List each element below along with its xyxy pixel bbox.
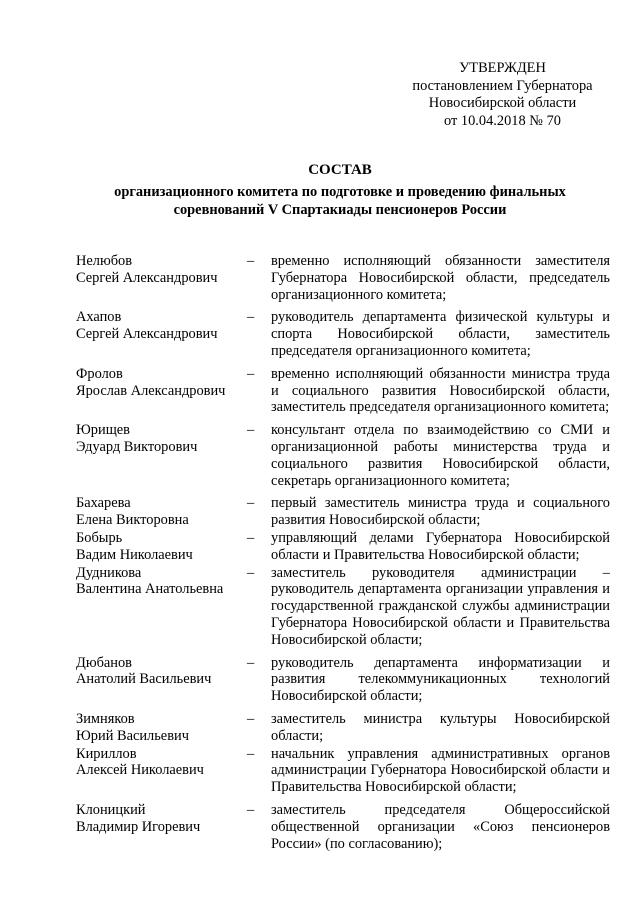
dash-separator: – xyxy=(247,529,255,546)
member-given-name: Сергей Александрович xyxy=(76,326,218,343)
member-name xyxy=(76,495,246,529)
member-role: начальник управления административных органов администрации Губернатора Новосибирской области и Правительства Новосибирской области; xyxy=(271,745,610,796)
member-role: заместитель руководителя администрации – руководитель департамента организации управления и государственной гражданской службы администрации Губернатора Новосибирской области и Правительства Новосибирской области; xyxy=(271,564,610,648)
list-item xyxy=(76,530,610,564)
list-item xyxy=(76,565,610,649)
member-surname: Нелюбов xyxy=(76,253,133,269)
list-item xyxy=(76,655,610,705)
member-role: заместитель министра культуры Новосибирской области; xyxy=(271,710,610,744)
member-name xyxy=(76,655,246,705)
dash-separator: – xyxy=(247,564,255,581)
list-item xyxy=(76,711,610,745)
member-given-name: Алексей Николаевич xyxy=(76,762,204,779)
dash-separator: – xyxy=(247,422,255,439)
list-item xyxy=(76,746,610,796)
member-surname: Ахапов xyxy=(76,309,122,326)
dash-separator: – xyxy=(247,745,255,762)
member-given-name: Эдуард Викторович xyxy=(76,438,198,455)
title-line-1: организационного комитета по подготовке и проведению финальных xyxy=(114,184,566,200)
member-surname: Фролов xyxy=(76,365,123,382)
member-surname: Зимняков xyxy=(76,710,135,727)
member-role: первый заместитель министра труда и социального развития Новосибирской области; xyxy=(271,495,610,529)
dash-separator: – xyxy=(247,710,255,727)
list-item xyxy=(76,253,610,303)
member-given-name: Валентина Анатольевна xyxy=(76,581,224,598)
title-heading: СОСТАВ xyxy=(308,162,372,178)
member-name xyxy=(76,366,246,416)
member-role: руководитель департамента информатизации и развития телекоммуникационных технологий Новосибирской области; xyxy=(271,654,610,705)
approval-stamp xyxy=(405,60,600,130)
member-role: временно исполняющий обязанности министра труда и социального развития Новосибирской области, заместитель председателя организационного комитета; xyxy=(271,365,610,416)
approved-date-line: от 10.04.2018 № 70 xyxy=(444,112,561,129)
list-item xyxy=(76,802,610,852)
member-name xyxy=(76,309,246,359)
dash-separator: – xyxy=(247,654,255,671)
member-name xyxy=(76,746,246,796)
members-list xyxy=(76,253,610,858)
list-item xyxy=(76,422,610,489)
member-role: временно исполняющий обязанности заместителя Губернатора Новосибирской области, председатель организационного комитета; xyxy=(271,253,610,303)
approved-region-line: Новосибирской области xyxy=(428,95,577,112)
member-name xyxy=(76,565,246,649)
member-surname: Дюбанов xyxy=(76,654,132,671)
member-given-name: Вадим Николаевич xyxy=(76,546,193,563)
member-given-name: Юрий Васильевич xyxy=(76,727,189,744)
member-role: заместитель председателя Общероссийской общественной организации «Союз пенсионеров России» (по согласованию); xyxy=(271,801,610,852)
member-surname: Дудникова xyxy=(76,564,142,581)
member-role: управляющий делами Губернатора Новосибирской области и Правительства Новосибирской области; xyxy=(271,529,610,563)
member-name xyxy=(76,711,246,745)
member-name xyxy=(76,422,246,489)
dash-separator: – xyxy=(247,801,255,818)
member-surname: Клоницкий xyxy=(76,801,146,818)
member-name xyxy=(76,802,246,852)
dash-separator: – xyxy=(247,309,255,326)
member-given-name: Ярослав Александрович xyxy=(76,382,226,399)
member-given-name: Владимир Игоревич xyxy=(76,818,201,835)
member-surname: Кириллов xyxy=(76,745,137,762)
list-item xyxy=(76,495,610,529)
approved-by-line: постановлением Губернатора xyxy=(412,77,593,94)
member-surname: Бобырь xyxy=(76,529,123,546)
dash-separator: – xyxy=(247,253,255,269)
list-item xyxy=(76,366,610,416)
approved-label: УТВЕРЖДЕН xyxy=(459,60,546,76)
member-given-name: Анатолий Васильевич xyxy=(76,671,212,688)
member-name xyxy=(76,530,246,564)
document-title xyxy=(60,160,620,219)
member-surname: Бахарева xyxy=(76,495,131,512)
member-name xyxy=(76,253,246,303)
member-role: консультант отдела по взаимодействию со СМИ и организационной работы министерства труда и социального развития Новосибирской области, секретарь организационного комитета; xyxy=(271,422,610,489)
member-role: руководитель департамента физической культуры и спорта Новосибирской области, заместитель председателя организационного комитета; xyxy=(271,309,610,359)
title-line-2: соревнований V Спартакиады пенсионеров России xyxy=(173,202,507,218)
list-item xyxy=(76,309,610,359)
member-given-name: Елена Викторовна xyxy=(76,512,189,529)
dash-separator: – xyxy=(247,365,255,382)
member-surname: Юрищев xyxy=(76,422,130,439)
dash-separator: – xyxy=(247,495,255,512)
member-given-name: Сергей Александрович xyxy=(76,269,218,286)
